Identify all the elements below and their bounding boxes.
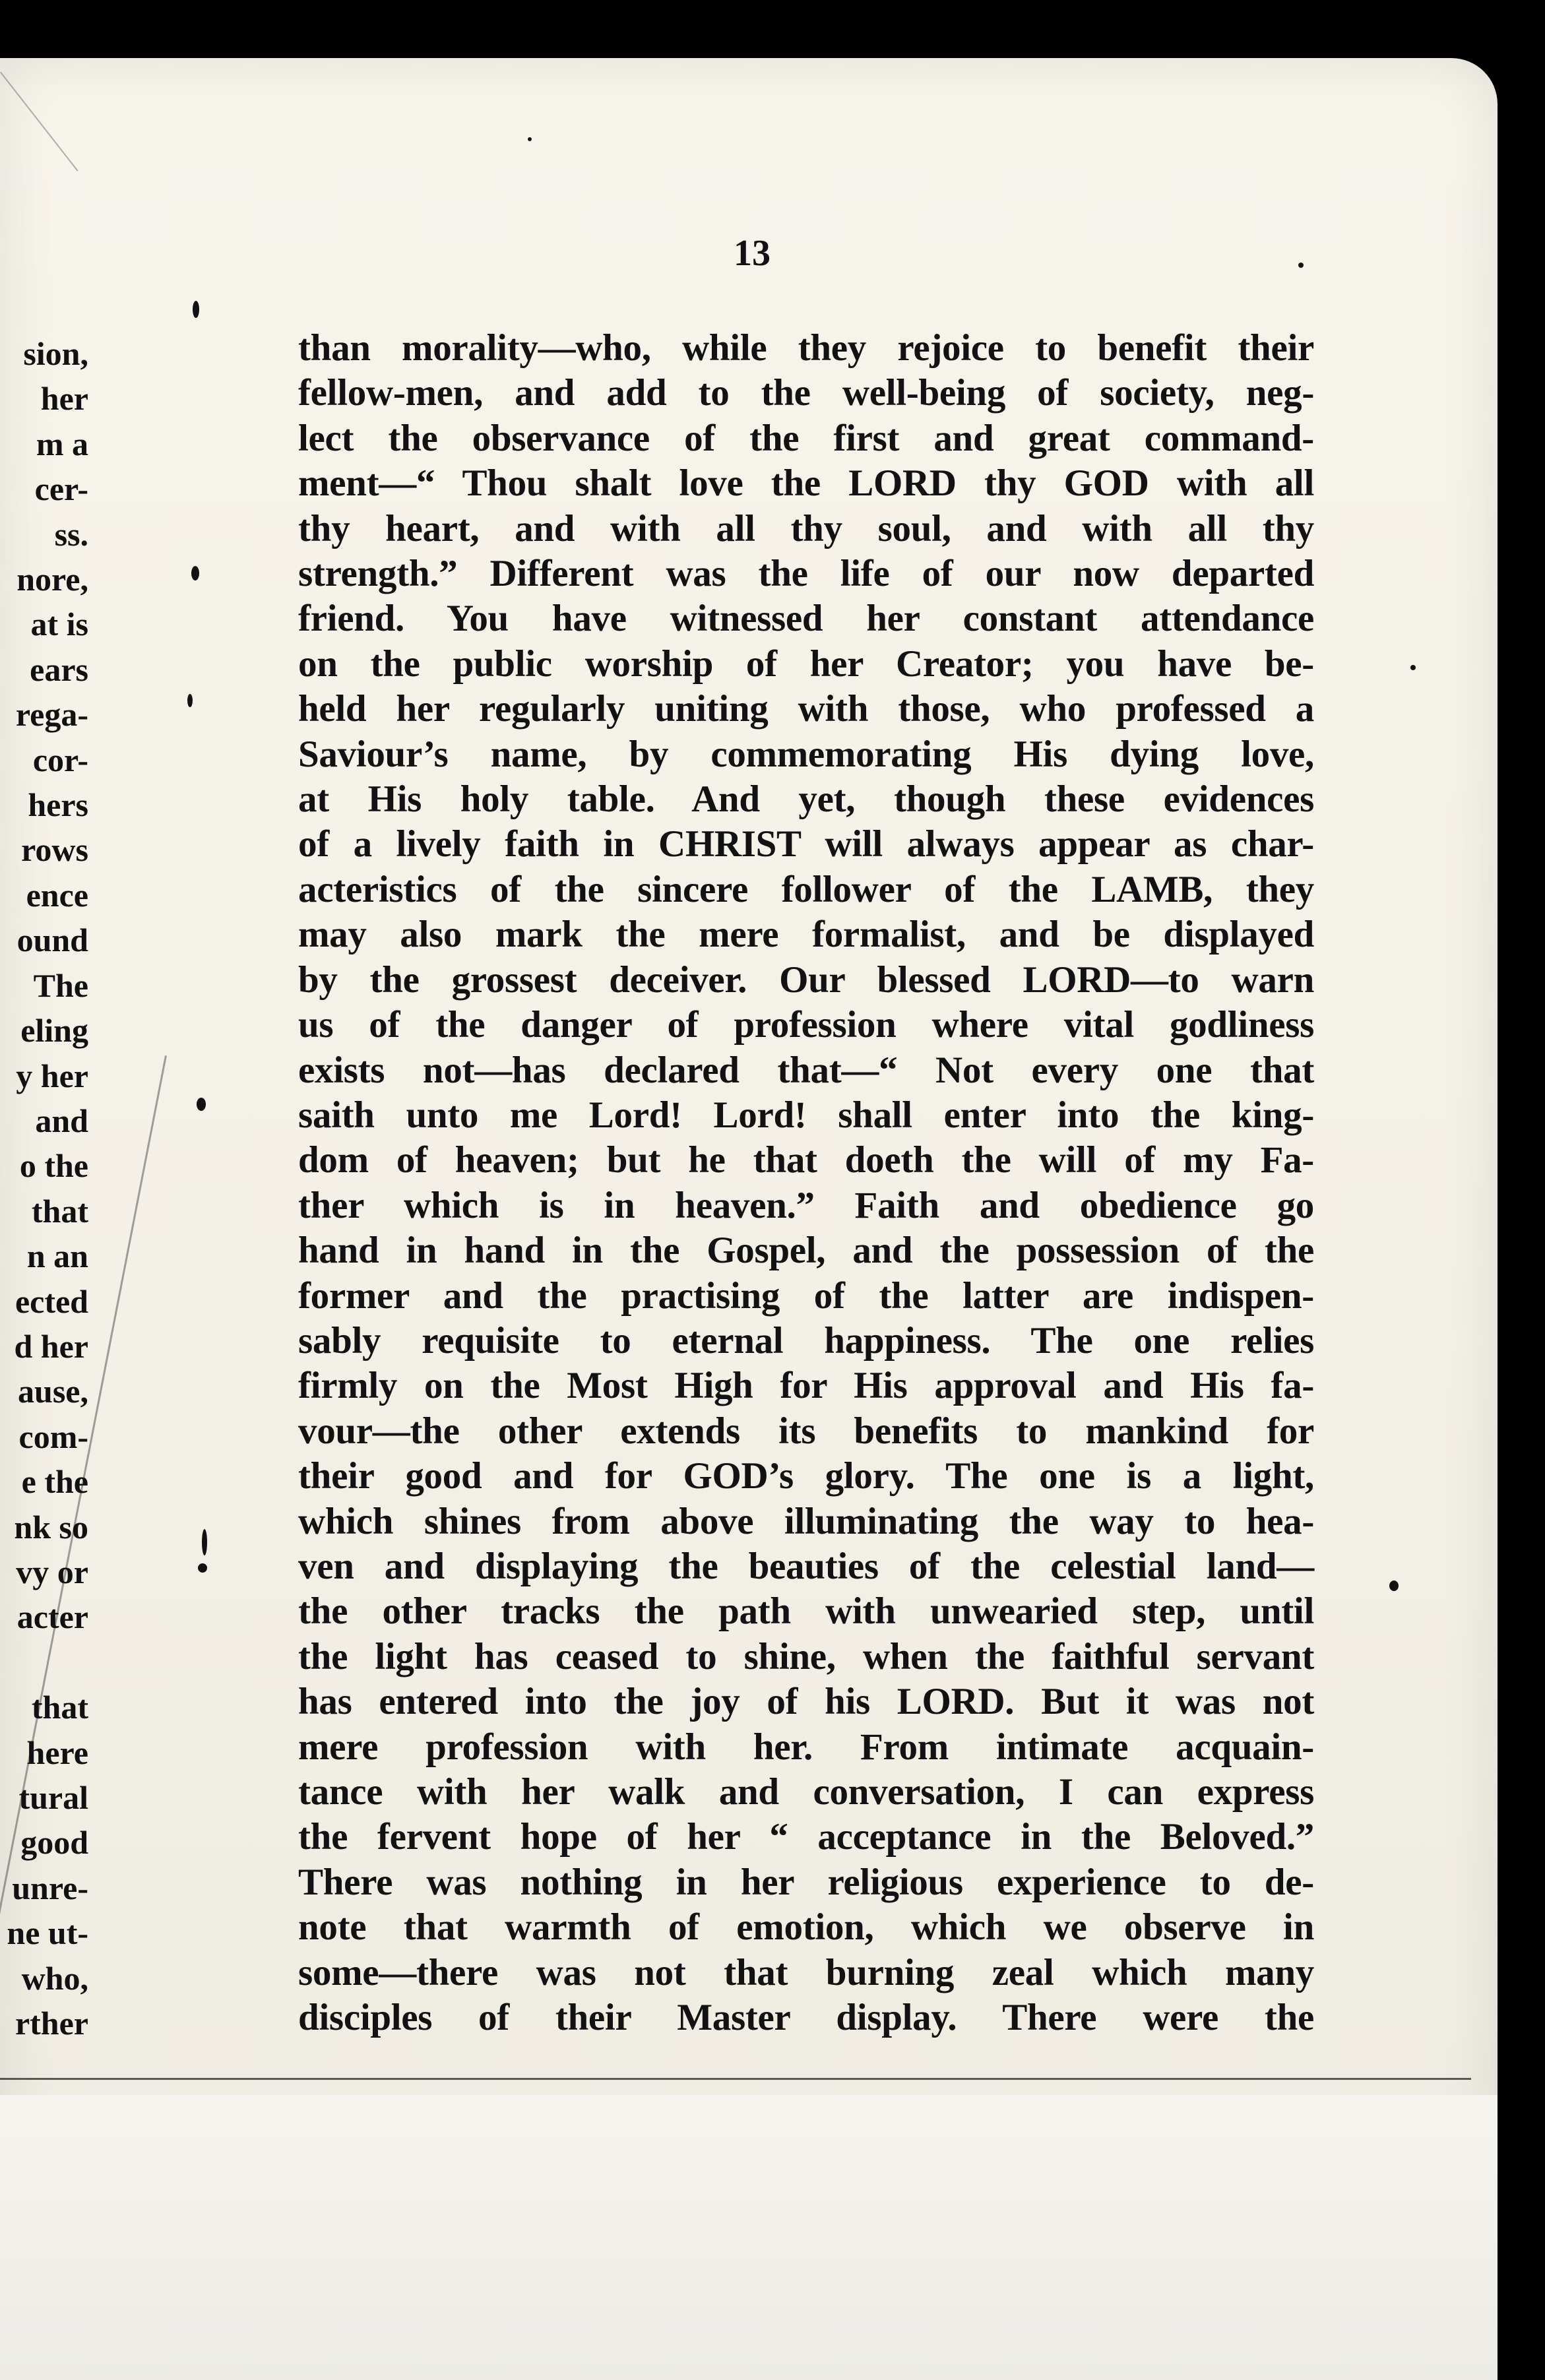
- facing-page-fragment: o the: [19, 1147, 88, 1185]
- page-fold-rule: [0, 2078, 1471, 2080]
- facing-page-fragment: hers: [28, 786, 88, 824]
- text-line: their good and for GOD’s glory. The one is a light,: [298, 1455, 1314, 1497]
- text-line: the other tracks the path with unwearied step, until: [298, 1590, 1314, 1633]
- text-line: ven and displaying the beauties of the celestial land—: [298, 1545, 1314, 1587]
- text-line: which shines from above illuminating the way to hea-: [298, 1500, 1314, 1542]
- facing-page-fragment: [0, 1640, 88, 1685]
- facing-page-fragment: ound: [16, 922, 88, 959]
- text-line: tance with her walk and conversation, I can express: [298, 1771, 1314, 1813]
- facing-page-fragment: that: [31, 1192, 88, 1230]
- bottom-margin: [0, 2095, 1498, 2380]
- text-line: than morality—who, while they rejoice to benefit their: [298, 327, 1314, 369]
- text-line: sably requisite to eternal happiness. The one relies: [298, 1319, 1314, 1362]
- ink-speck: [193, 301, 199, 318]
- text-line: acteristics of the sincere follower of the LAMB, they: [298, 868, 1314, 910]
- ink-speck: [187, 694, 193, 707]
- text-line: by the grossest deceiver. Our blessed LORD—to warn: [298, 958, 1314, 1001]
- facing-page-fragment: and: [35, 1102, 88, 1139]
- ink-speck: [198, 1563, 207, 1573]
- ink-speck: [1410, 665, 1416, 670]
- facing-page-fragment: who,: [21, 1959, 88, 1997]
- text-line: note that warmth of emotion, which we observe in: [298, 1906, 1314, 1949]
- text-line: strength.” Different was the life of our now departed: [298, 553, 1314, 595]
- facing-page-fragment: ence: [26, 876, 88, 914]
- text-line: firmly on the Most High for His approval and His fa-: [298, 1365, 1314, 1407]
- text-line: fellow-men, and add to the well-being of society, neg-: [298, 372, 1314, 414]
- facing-page-fragment: e the: [21, 1463, 88, 1501]
- text-line: has entered into the joy of his LORD. But it was not: [298, 1681, 1314, 1723]
- facing-page-fragment: rows: [21, 831, 88, 869]
- facing-page-fragment: rther: [15, 2005, 88, 2042]
- facing-page-fragment: cor-: [32, 741, 88, 778]
- facing-page-fragment: m a: [36, 425, 88, 462]
- facing-page-fragment: d her: [14, 1327, 88, 1365]
- facing-page-fragment: ss.: [54, 515, 88, 553]
- text-line: mere profession with her. From intimate acquain-: [298, 1726, 1314, 1768]
- facing-page-fragment: at is: [30, 606, 88, 643]
- text-line: at His holy table. And yet, though these evidences: [298, 778, 1314, 821]
- text-line: disciples of their Master display. There were the: [298, 1997, 1314, 2039]
- facing-page-fragment: ne ut-: [7, 1914, 88, 1952]
- facing-page-fragment: ected: [15, 1282, 88, 1320]
- text-line: exists not—has declared that—“ Not every one that: [298, 1049, 1314, 1091]
- facing-page-fragment: ause,: [18, 1373, 88, 1410]
- facing-page-fragment: ears: [30, 650, 88, 688]
- facing-page-fragment: cer-: [34, 470, 88, 508]
- facing-page-fragment: tural: [18, 1778, 88, 1816]
- text-line: saith unto me Lord! Lord! shall enter into the king-: [298, 1094, 1314, 1136]
- facing-page-fragment: vy or: [16, 1553, 88, 1590]
- ink-speck: [202, 1529, 207, 1555]
- text-line: lect the observance of the first and great command-: [298, 417, 1314, 459]
- facing-page-fragment: y her: [16, 1057, 88, 1094]
- ink-speck: [528, 137, 532, 141]
- text-line: may also mark the mere formalist, and be displayed: [298, 914, 1314, 956]
- text-line: friend. You have witnessed her constant attendance: [298, 598, 1314, 640]
- ink-speck: [1389, 1581, 1399, 1591]
- text-line: Saviour’s name, by commemorating His dying love,: [298, 733, 1314, 775]
- ink-speck: [197, 1098, 206, 1111]
- facing-page-fragment: here: [26, 1734, 88, 1771]
- text-line: on the public worship of her Creator; you have be-: [298, 642, 1314, 685]
- text-line: ther which is in heaven.” Faith and obedience go: [298, 1184, 1314, 1226]
- text-line: ment—“ Thou shalt love the LORD thy GOD with all: [298, 462, 1314, 505]
- text-line: the light has ceased to shine, when the faithful servant: [298, 1635, 1314, 1677]
- facing-page-fragment: rega-: [15, 696, 88, 734]
- text-line: some—there was not that burning zeal which many: [298, 1951, 1314, 1993]
- facing-page-fragment: that: [31, 1689, 88, 1726]
- text-line: dom of heaven; but he that doeth the will of my Fa-: [298, 1139, 1314, 1181]
- text-line: the fervent hope of her “ acceptance in the Beloved.”: [298, 1816, 1314, 1858]
- text-line: of a lively faith in CHRIST will always appear as char-: [298, 823, 1314, 865]
- facing-page-column: [0, 331, 88, 2046]
- facing-page-fragment: nore,: [16, 561, 88, 598]
- facing-page-fragment: good: [20, 1824, 88, 1862]
- text-line: There was nothing in her religious experience to de-: [298, 1861, 1314, 1903]
- facing-page-fragment: acter: [16, 1598, 88, 1636]
- body-text: [298, 326, 1314, 2040]
- facing-page-fragment: her: [40, 380, 88, 418]
- text-line: vour—the other extends its benefits to mankind for: [298, 1410, 1314, 1452]
- text-line: us of the danger of profession where vital godliness: [298, 1004, 1314, 1046]
- ink-speck: [1298, 263, 1304, 268]
- facing-page-fragment: nk so: [14, 1508, 88, 1546]
- ink-speck: [191, 566, 199, 580]
- facing-page-fragment: sion,: [23, 335, 88, 372]
- text-line: held her regularly uniting with those, who professed a: [298, 688, 1314, 730]
- text-line: hand in hand in the Gospel, and the possession of the: [298, 1230, 1314, 1272]
- facing-page-fragment: n an: [26, 1237, 88, 1275]
- page-number: 13: [734, 233, 771, 274]
- facing-page-fragment: unre-: [12, 1869, 88, 1906]
- facing-page-fragment: eling: [20, 1012, 88, 1049]
- facing-page-fragment: The: [33, 966, 88, 1004]
- text-line: former and the practising of the latter are indispen-: [298, 1274, 1314, 1317]
- text-line: thy heart, and with all thy soul, and with all thy: [298, 507, 1314, 549]
- facing-page-fragment: com-: [18, 1418, 88, 1455]
